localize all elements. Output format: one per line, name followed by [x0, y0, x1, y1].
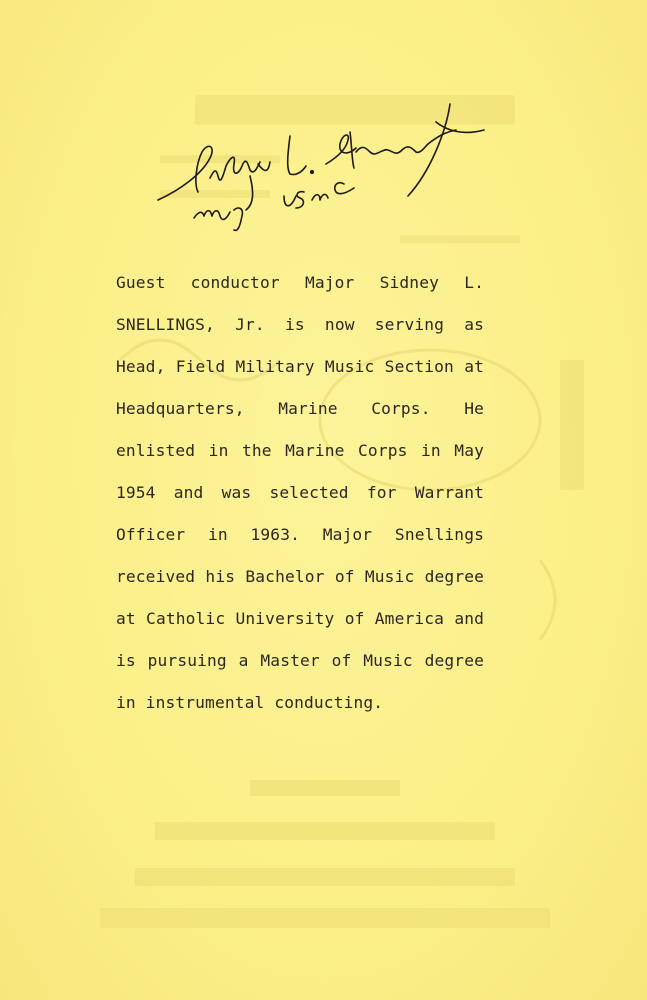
handwritten-signature [150, 92, 490, 232]
biography-paragraph: Guest conductor Major Sidney L. SNELLINGS, Jr. is now serving as Head, Field Military Music Section at Headquarters, Marine Corps. He enlisted in the Marine Corps in May 1954 and was selected for Warrant Officer in 1963. Major Snellings received his Bachelor of Music degree at Catholic University of America and is pursuing a Master of Music degree in instrumental conducting. [116, 273, 484, 712]
